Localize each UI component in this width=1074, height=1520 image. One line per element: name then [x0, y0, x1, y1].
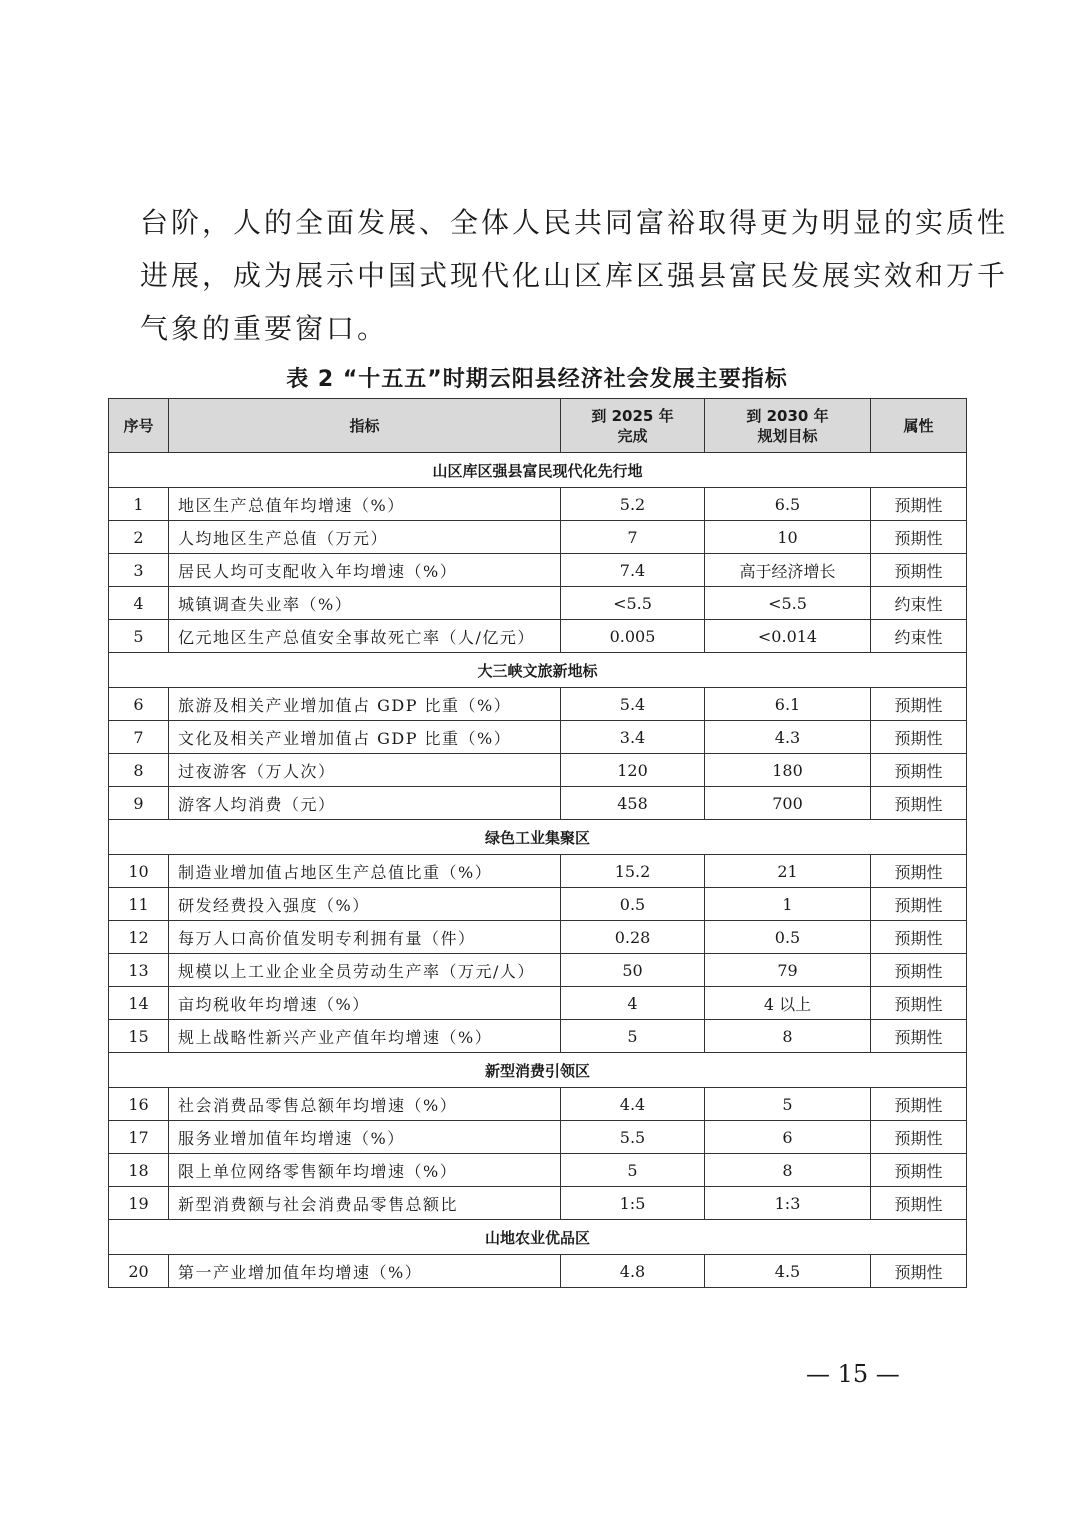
table-row [109, 1121, 967, 1154]
cell-2025: 3.4 [561, 721, 705, 754]
cell-indicator: 规上战略性新兴产业产值年均增速（%） [169, 1020, 561, 1053]
table-caption: 表 2 “十五五”时期云阳县经济社会发展主要指标 [286, 367, 788, 392]
cell-indicator: 制造业增加值占地区生产总值比重（%） [169, 855, 561, 888]
table-row [109, 987, 967, 1020]
cell-2030: 4 以上 [705, 987, 871, 1020]
cell-2030: <0.014 [705, 620, 871, 653]
table-row [109, 787, 967, 820]
cell-2025: 50 [561, 954, 705, 987]
indicator-table [108, 398, 967, 1288]
cell-2025: 4.8 [561, 1255, 705, 1288]
cell-indicator: 过夜游客（万人次） [169, 754, 561, 787]
cell-attr: 预期性 [871, 721, 967, 754]
paragraph-line: 台阶，人的全面发展、全体人民共同富裕取得更为明显的实质性 [140, 206, 1009, 239]
section-row [109, 453, 967, 488]
cell-2030: 6.5 [705, 488, 871, 521]
cell-no: 18 [109, 1154, 169, 1187]
cell-2025: 5.5 [561, 1121, 705, 1154]
table-row [109, 1255, 967, 1288]
header-2025-line1: 到 2025 年 [591, 406, 674, 425]
table-body [109, 453, 967, 1288]
section-title: 大三峡文旅新地标 [109, 653, 967, 688]
header-2030-line1: 到 2030 年 [746, 406, 829, 425]
cell-indicator: 亩均税收年均增速（%） [169, 987, 561, 1020]
cell-indicator: 第一产业增加值年均增速（%） [169, 1255, 561, 1288]
cell-2030: 10 [705, 521, 871, 554]
cell-indicator: 限上单位网络零售额年均增速（%） [169, 1154, 561, 1187]
cell-2025: 7.4 [561, 554, 705, 587]
cell-2030: 21 [705, 855, 871, 888]
header-attr: 属性 [871, 399, 967, 453]
cell-2030: 高于经济增长 [705, 554, 871, 587]
cell-no: 1 [109, 488, 169, 521]
table-row [109, 855, 967, 888]
table-row [109, 721, 967, 754]
cell-no: 15 [109, 1020, 169, 1053]
cell-attr: 预期性 [871, 1121, 967, 1154]
cell-2030: 0.5 [705, 921, 871, 954]
header-2030-line2: 规划目标 [757, 426, 818, 445]
cell-2030: 700 [705, 787, 871, 820]
header-indicator: 指标 [169, 399, 561, 453]
cell-no: 17 [109, 1121, 169, 1154]
cell-attr: 预期性 [871, 488, 967, 521]
cell-attr: 预期性 [871, 921, 967, 954]
paragraph-line: 气象的重要窗口。 [140, 312, 389, 345]
cell-attr: 预期性 [871, 1187, 967, 1220]
section-title: 山地农业优品区 [109, 1220, 967, 1255]
cell-no: 3 [109, 554, 169, 587]
cell-indicator: 每万人口高价值发明专利拥有量（件） [169, 921, 561, 954]
body-paragraph [140, 196, 1009, 355]
table-row [109, 1020, 967, 1053]
cell-no: 16 [109, 1088, 169, 1121]
cell-2025: 5.2 [561, 488, 705, 521]
cell-no: 14 [109, 987, 169, 1020]
cell-attr: 预期性 [871, 1020, 967, 1053]
cell-attr: 预期性 [871, 1088, 967, 1121]
cell-no: 8 [109, 754, 169, 787]
cell-2025: 7 [561, 521, 705, 554]
section-row [109, 653, 967, 688]
cell-attr: 预期性 [871, 787, 967, 820]
cell-2030: 180 [705, 754, 871, 787]
cell-2025: 0.005 [561, 620, 705, 653]
cell-no: 20 [109, 1255, 169, 1288]
table-row [109, 1088, 967, 1121]
cell-indicator: 新型消费额与社会消费品零售总额比 [169, 1187, 561, 1220]
cell-attr: 约束性 [871, 587, 967, 620]
header-2025-line2: 完成 [617, 426, 648, 445]
table-row [109, 488, 967, 521]
cell-indicator: 旅游及相关产业增加值占 GDP 比重（%） [169, 688, 561, 721]
cell-2025: 15.2 [561, 855, 705, 888]
cell-no: 4 [109, 587, 169, 620]
cell-2030: 6 [705, 1121, 871, 1154]
cell-attr: 预期性 [871, 954, 967, 987]
cell-attr: 预期性 [871, 855, 967, 888]
cell-2025: 5.4 [561, 688, 705, 721]
cell-attr: 约束性 [871, 620, 967, 653]
cell-indicator: 文化及相关产业增加值占 GDP 比重（%） [169, 721, 561, 754]
cell-attr: 预期性 [871, 888, 967, 921]
cell-2025: 0.5 [561, 888, 705, 921]
paragraph-line: 进展，成为展示中国式现代化山区库区强县富民发展实效和万千 [140, 259, 1009, 292]
cell-2030: 79 [705, 954, 871, 987]
cell-no: 2 [109, 521, 169, 554]
cell-no: 10 [109, 855, 169, 888]
cell-no: 5 [109, 620, 169, 653]
cell-2025: 4 [561, 987, 705, 1020]
cell-2025: 5 [561, 1020, 705, 1053]
table-row [109, 954, 967, 987]
cell-2030: 4.5 [705, 1255, 871, 1288]
cell-2025: 4.4 [561, 1088, 705, 1121]
cell-2030: 8 [705, 1154, 871, 1187]
table-row [109, 521, 967, 554]
cell-2030: 1:3 [705, 1187, 871, 1220]
cell-2025: 1:5 [561, 1187, 705, 1220]
cell-2030: 6.1 [705, 688, 871, 721]
cell-2025: <5.5 [561, 587, 705, 620]
cell-2030: 8 [705, 1020, 871, 1053]
table-row [109, 554, 967, 587]
cell-indicator: 规模以上工业企业全员劳动生产率（万元/人） [169, 954, 561, 987]
cell-indicator: 社会消费品零售总额年均增速（%） [169, 1088, 561, 1121]
cell-no: 13 [109, 954, 169, 987]
cell-indicator: 研发经费投入强度（%） [169, 888, 561, 921]
cell-no: 11 [109, 888, 169, 921]
page-number: — 15 — [806, 1360, 900, 1388]
cell-no: 9 [109, 787, 169, 820]
cell-2025: 0.28 [561, 921, 705, 954]
table-row [109, 754, 967, 787]
cell-no: 12 [109, 921, 169, 954]
cell-attr: 预期性 [871, 1154, 967, 1187]
cell-attr: 预期性 [871, 521, 967, 554]
section-row [109, 1053, 967, 1088]
section-title: 绿色工业集聚区 [109, 820, 967, 855]
table-row [109, 688, 967, 721]
table-row [109, 587, 967, 620]
cell-indicator: 服务业增加值年均增速（%） [169, 1121, 561, 1154]
table-header-row [109, 399, 967, 453]
section-title: 山区库区强县富民现代化先行地 [109, 453, 967, 488]
table-row [109, 1187, 967, 1220]
cell-attr: 预期性 [871, 987, 967, 1020]
cell-attr: 预期性 [871, 754, 967, 787]
cell-indicator: 亿元地区生产总值安全事故死亡率（人/亿元） [169, 620, 561, 653]
cell-attr: 预期性 [871, 688, 967, 721]
cell-2030: <5.5 [705, 587, 871, 620]
cell-indicator: 地区生产总值年均增速（%） [169, 488, 561, 521]
cell-2030: 5 [705, 1088, 871, 1121]
header-2025 [561, 399, 705, 453]
section-row [109, 1220, 967, 1255]
cell-indicator: 居民人均可支配收入年均增速（%） [169, 554, 561, 587]
cell-attr: 预期性 [871, 1255, 967, 1288]
section-title: 新型消费引领区 [109, 1053, 967, 1088]
cell-2030: 1 [705, 888, 871, 921]
cell-no: 6 [109, 688, 169, 721]
cell-2025: 458 [561, 787, 705, 820]
cell-2030: 4.3 [705, 721, 871, 754]
cell-attr: 预期性 [871, 554, 967, 587]
header-2030 [705, 399, 871, 453]
header-no: 序号 [109, 399, 169, 453]
cell-indicator: 游客人均消费（元） [169, 787, 561, 820]
cell-indicator: 城镇调查失业率（%） [169, 587, 561, 620]
table-row [109, 620, 967, 653]
cell-2025: 5 [561, 1154, 705, 1187]
table-row [109, 888, 967, 921]
section-row [109, 820, 967, 855]
cell-no: 7 [109, 721, 169, 754]
table-row [109, 921, 967, 954]
cell-2025: 120 [561, 754, 705, 787]
table-row [109, 1154, 967, 1187]
cell-indicator: 人均地区生产总值（万元） [169, 521, 561, 554]
cell-no: 19 [109, 1187, 169, 1220]
